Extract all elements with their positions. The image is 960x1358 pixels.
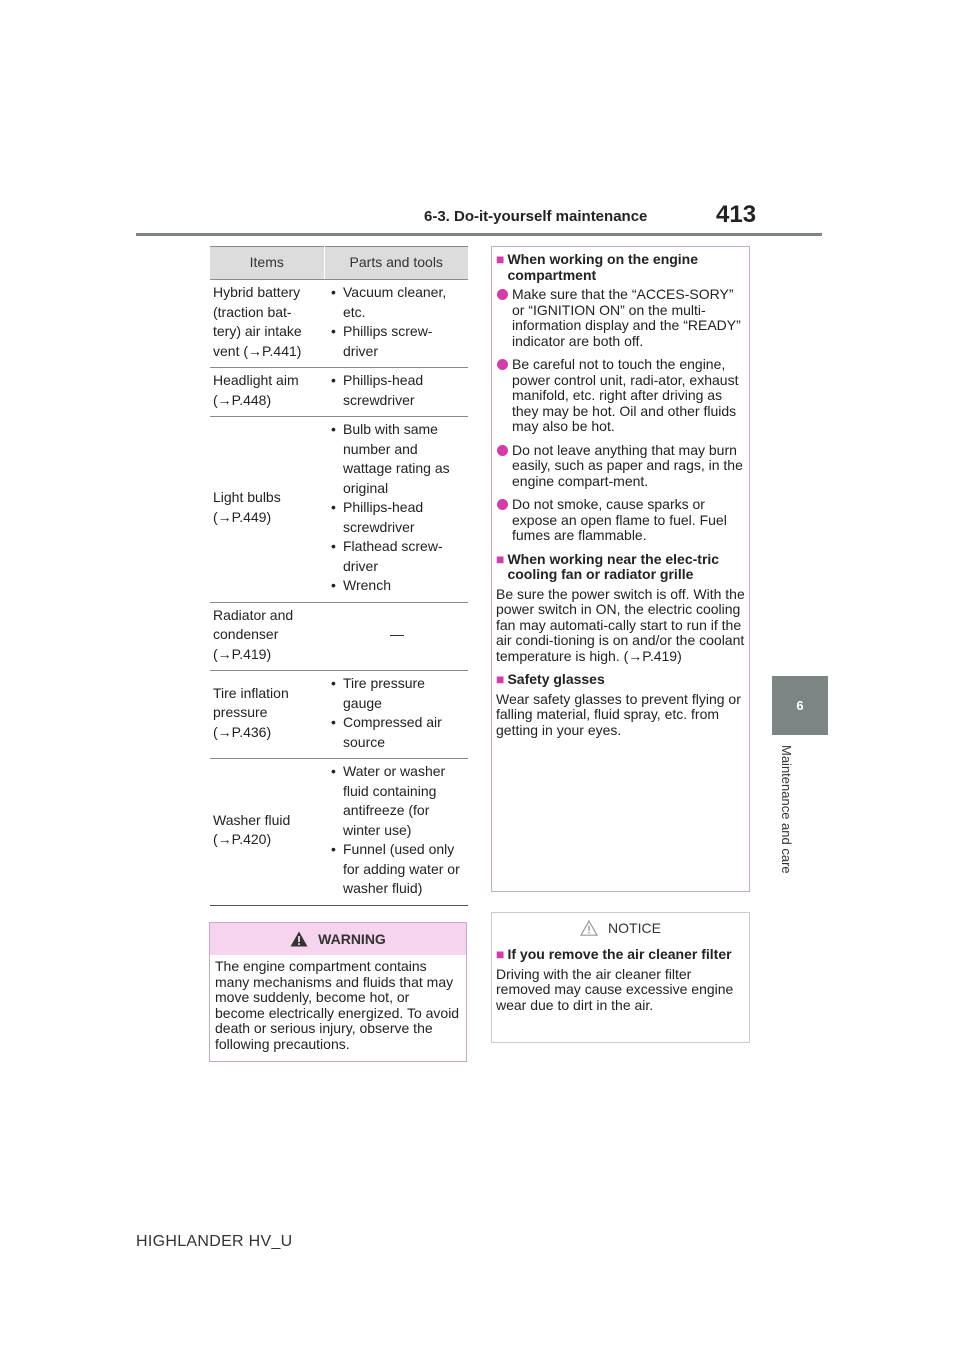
list-item: • Funnel (used only for adding water or washer fluid) <box>329 840 465 899</box>
table-header-items: Items <box>210 247 324 280</box>
item-line: (traction bat- <box>213 303 292 320</box>
notice-title: NOTICE <box>608 920 661 936</box>
item-line: Radiator and <box>213 606 294 623</box>
warning-title: WARNING <box>318 931 386 947</box>
notice-header <box>492 913 749 943</box>
list-item: • Phillips screw-driver <box>329 322 465 361</box>
glasses-heading-text: Safety glasses <box>507 671 605 687</box>
table-header-row <box>210 247 468 280</box>
table-cell-parts <box>324 368 468 417</box>
footer-model: HIGHLANDER HV_U <box>136 1233 293 1250</box>
list-item: • Flathead screw-driver <box>329 537 465 576</box>
square-bullet-icon: ■ <box>496 251 505 267</box>
list-item <box>496 357 745 435</box>
list-item <box>496 497 745 544</box>
list-item: • Vacuum cleaner, etc. <box>329 283 465 322</box>
caution-triangle-icon <box>580 920 598 936</box>
fan-heading-text: When working near the elec-tric cooling fan or radiator grille <box>507 550 720 582</box>
table-row <box>210 417 468 603</box>
table-cell-parts <box>324 759 468 906</box>
table-cell-item <box>210 602 324 671</box>
chapter-tab: 6 <box>772 676 828 735</box>
glasses-text: Wear safety glasses to prevent flying or falling material, fluid spray, etc. from getting in your eyes. <box>496 690 741 738</box>
item-line: Washer fluid <box>213 811 291 828</box>
engine-heading <box>496 252 745 283</box>
table-cell-parts-none: — <box>324 602 468 671</box>
notice-box <box>491 912 750 1043</box>
item-line: (→P.448) <box>213 391 272 408</box>
bullet-text: Be careful not to touch the engine, power control unit, radi-ator, exhaust manifold, etc. right after driving as they may be hot. Oil and other fluids may also be hot. <box>512 356 739 434</box>
round-bullet-icon <box>497 499 508 510</box>
fan-text: Be sure the power switch is off. With the power switch in ON, the electric cooling fan may automati-cally start to run if the air condi-tioning is on and/or the coolant temperature is high. (→P.419) <box>496 585 745 664</box>
item-line: (→P.420) <box>213 831 272 848</box>
round-bullet-icon <box>497 445 508 456</box>
table-row <box>210 368 468 417</box>
warning-text: The engine compartment contains many mechanisms and fluids that may move suddenly, become hot, or become electrically energized. To avoid death or serious injury, observe the following precautions. <box>215 958 460 1052</box>
precautions-box <box>491 246 750 892</box>
list-item: • Bulb with same number and wattage rating as original <box>329 420 465 498</box>
list-item: • Phillips-head screwdriver <box>329 371 465 410</box>
table-cell-parts <box>324 280 468 368</box>
list-item: • Compressed air source <box>329 713 465 752</box>
header-rule <box>136 233 822 236</box>
table-header-parts: Parts and tools <box>324 247 468 280</box>
table-cell-parts <box>324 671 468 759</box>
warning-box <box>209 922 467 1062</box>
item-line: condenser <box>213 626 279 642</box>
table-row <box>210 759 468 906</box>
item-line: vent (→P.441) <box>213 342 302 359</box>
parts-tools-table <box>210 246 468 906</box>
item-line: (→P.436) <box>213 723 272 740</box>
item-line: (→P.419) <box>213 645 272 662</box>
table-cell-parts <box>324 417 468 603</box>
square-bullet-icon: ■ <box>496 671 505 687</box>
table-cell-item <box>210 368 324 417</box>
item-line: Headlight aim <box>213 372 299 388</box>
fan-heading <box>496 552 745 583</box>
glasses-heading <box>496 672 745 688</box>
list-item: • Wrench <box>329 576 465 596</box>
header-section-title: 6-3. Do-it-yourself maintenance <box>424 208 648 225</box>
item-line: Hybrid battery <box>213 284 301 300</box>
list-item: • Water or washer fluid containing antifreeze (for winter use) <box>329 762 465 840</box>
item-line: Light bulbs <box>213 489 281 506</box>
engine-heading-text: When working on the engine compartment <box>507 251 699 283</box>
bullet-text: Make sure that the “ACCES-SORY” or “IGNITION ON” on the multi-information display and the “READY” indicator are both off. <box>512 286 741 349</box>
list-item <box>496 287 745 349</box>
air-cleaner-heading-text: If you remove the air cleaner filter <box>507 946 732 962</box>
air-cleaner-heading <box>496 947 745 963</box>
list-item: • Tire pressure gauge <box>329 674 465 713</box>
chapter-title: Maintenance and care <box>779 745 794 874</box>
square-bullet-icon: ■ <box>496 550 505 567</box>
bullet-text: Do not leave anything that may burn easily, such as paper and rags, in the engine compart-ment. <box>512 441 743 489</box>
item-line: pressure <box>213 704 268 721</box>
table-cell-item <box>210 671 324 759</box>
page-number: 413 <box>716 201 757 228</box>
bullet-text: Do not smoke, cause sparks or expose an open flame to fuel. Fuel fumes are flammable. <box>512 496 727 543</box>
item-line: (→P.449) <box>213 508 272 525</box>
round-bullet-icon <box>497 289 508 300</box>
air-cleaner-text: Driving with the air cleaner filter removed may cause excessive engine wear due to dirt in the air. <box>496 965 734 1013</box>
round-bullet-icon <box>497 359 508 370</box>
warning-header <box>210 923 466 955</box>
table-cell-item <box>210 759 324 906</box>
table-row <box>210 280 468 368</box>
item-line: tery) air intake <box>213 323 302 339</box>
notice-content <box>492 943 749 1013</box>
table-cell-item <box>210 417 324 603</box>
square-bullet-icon: ■ <box>496 946 505 962</box>
list-item <box>496 443 745 490</box>
list-item: • Phillips-head screwdriver <box>329 498 465 537</box>
table-row <box>210 602 468 671</box>
table-cell-item <box>210 280 324 368</box>
item-line: Tire inflation <box>213 684 289 701</box>
warning-triangle-icon <box>290 931 308 947</box>
table-row <box>210 671 468 759</box>
